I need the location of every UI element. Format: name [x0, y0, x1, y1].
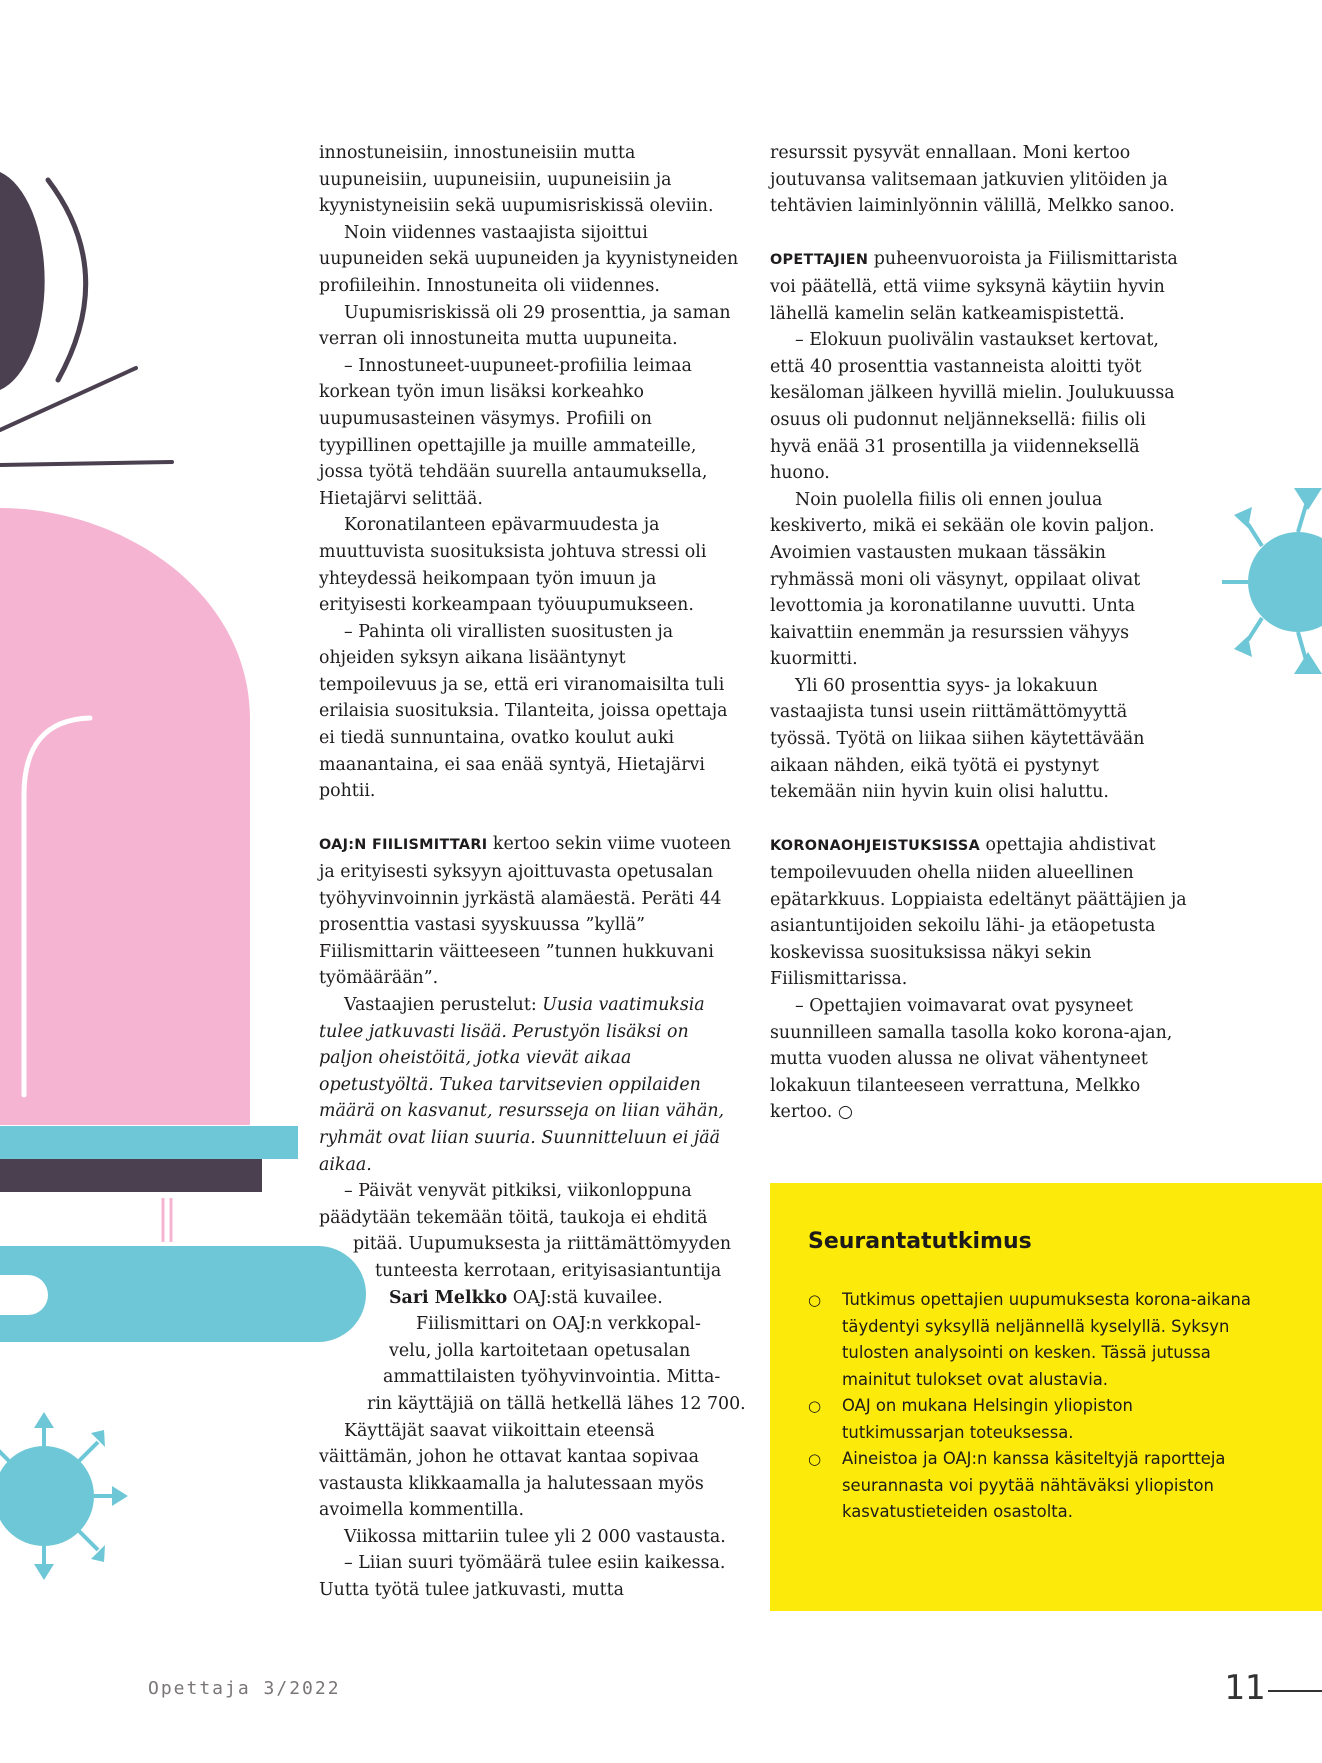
- teal-pill: [0, 1246, 366, 1342]
- paragraph-lead: OAJ:N FIILISMITTARI kertoo sekin viime vuoteen ja erityisesti syksyyn ajoittuvasta opetusalan työhyvinvoinnin jyrkästä alamäestä. Peräti 44 prosenttia vastasi syyskuussa ”kyllä” Fiilismittarin väitteeseen ”tunnen hukkuvani työmäärään”.: [319, 834, 732, 989]
- person-name: Sari Melkko: [389, 1287, 508, 1308]
- page-number: 11: [1224, 1668, 1265, 1708]
- article-column-1: [319, 140, 746, 1604]
- bullet-icon: ○: [808, 1450, 822, 1468]
- paragraph: Uupumisriskissä oli 29 prosenttia, ja saman verran oli innostuneita mutta uupuneita.: [319, 302, 731, 350]
- paragraph: Noin viidennes vastaajista sijoittui uupuneiden sekä uupuneiden ja kyynistyneiden profiileihin. Innostuneita oli viidennes.: [319, 222, 739, 296]
- teal-bar: [0, 1126, 298, 1159]
- dark-bar: [0, 1159, 262, 1192]
- paragraph-lead: KORONAOHJEISTUKSISSA opettajia ahdistivat tempoilevuuden ohella niiden alueellinen epätarkkuus. Loppiaista edeltänyt päättäjien ja asiantuntijoiden sekoilu lähi- ja etäopetusta koskevissa suosituksissa näkyi sekin Fiilismittarissa.: [770, 835, 1187, 990]
- paragraph: resurssit pysyvät ennallaan. Moni kertoo joutuvansa valitsemaan jatkuvien ylitöiden ja tehtävien laiminlyönnin välillä, Melkko sanoo.: [770, 143, 1175, 217]
- paragraph: Vastaajien perustelut: Uusia vaatimuksia tulee jatkuvasti lisää. Perustyön lisäksi on paljon oheistöitä, jotka vievät aikaa opetustyöltä. Tukea tarvitsevien oppilaiden määrä on kasvanut, resursseja on liian vähän, ryhmät ovat liian suuria. Suunnitteluun ei jää aikaa.: [319, 995, 725, 1175]
- eye-arc: [48, 180, 86, 380]
- lead-caps: OPETTAJIEN: [770, 252, 869, 269]
- lead-caps: OAJ:N FIILISMITTARI: [319, 837, 488, 854]
- list-item: ○ OAJ on mukana Helsingin yliopiston tutkimussarjan toteuksessa.: [808, 1393, 1258, 1446]
- pink-dome: [0, 508, 250, 1125]
- paragraph-lead: OPETTAJIEN puheenvuoroista ja Fiilismittarista voi päätellä, että viime syksynä käytiin hyvin lähellä kamelin selän katkeamispistettä.: [770, 249, 1178, 324]
- paragraph: Viikossa mittariin tulee yli 2 000 vastausta.: [344, 1526, 726, 1547]
- sidebar-list: [808, 1287, 1258, 1526]
- paragraph: – Pahinta oli virallisten suositusten ja ohjeiden syksyn aikana lisääntynyt tempoilevuus ja se, että eri viranomaisilta tuli erilaisia suosituksia. Tilanteita, joissa opettaja ei tiedä sunnuntaina, ovatko koulut auki maanantaina, ei saa enää syntyä, Hietajärvi pohtii.: [319, 621, 728, 802]
- bullet-icon: ○: [808, 1291, 822, 1309]
- list-item: ○ Aineistoa ja OAJ:n kanssa käsiteltyjä raportteja seurannasta voi pyytää nähtäväksi yliopiston kasvatustieteiden osastolta.: [808, 1446, 1258, 1526]
- publication-title: Opettaja 3/2022: [148, 1678, 341, 1699]
- paragraph: Koronatilanteen epävarmuudesta ja muuttuvista suosituksista johtuva stressi oli yhteydessä heikompaan työn imuun ja erityisesti korkeampaan työuupumukseen.: [319, 515, 707, 616]
- sidebar-title: Seurantatutkimus: [808, 1229, 1032, 1254]
- paragraph: Noin puolella fiilis oli ennen joulua keskiverto, mikä ei sekään ole kovin paljon. Avoimien vastausten mukaan tässäkin ryhmässä moni oli väsynyt, oppilaat olivat levottomia ja koronatilanne uuvutti. Unta kaivattiin enemmän ja resurssien vähyys kuormitti.: [770, 489, 1155, 670]
- page-rule: [1268, 1690, 1322, 1692]
- paragraph: – Opettajien voimavarat ovat pysyneet suunnilleen samalla tasolla koko korona-ajan, mutta vuoden alussa ne olivat vähentyneet lokakuun tilanteeseen verrattuna, Melkko kertoo. ○: [770, 996, 1173, 1123]
- eye-illustration: [0, 172, 45, 390]
- list-item: ○ Tutkimus opettajien uupumuksesta korona-aikana täydentyi syksyllä neljännellä kyselyllä. Syksyn tulosten analysointi on kesken. Tässä jutussa mainitut tulokset ovat alustavia.: [808, 1287, 1258, 1393]
- bullet-icon: ○: [808, 1397, 822, 1415]
- ray-line: [0, 462, 172, 465]
- paragraph: Käyttäjät saavat viikoittain eteensä väittämän, johon he ottavat kantaa sopivaa vastausta klikkaamalla ja halutessaan myös avoimella kommentilla.: [319, 1420, 704, 1521]
- lead-caps: KORONAOHJEISTUKSISSA: [770, 838, 981, 855]
- paragraph: innostuneisiin, innostuneisiin mutta uupuneisiin, uupuneisiin, uupuneisiin ja kyynistyneisiin sekä uupumisriskissä oleviin.: [319, 143, 714, 217]
- virus-icon: [1222, 488, 1322, 674]
- shaped-paragraph: – Päivät venyvät pitkiksi, viikonloppuna päädytään tekemään töitä, taukoja ei ehditä pitää. Uupumuksesta ja riittämättömyyden tunteesta kerrotaan, erityisasiantuntija Sari Melkko OAJ:stä kuvailee. Fiilismittari on OAJ:n verkkopal- velu, jolla kartoitetaan opetusalan ammattilaisten työhyvinvointia. Mitta- rin käyttäjiä on tällä hetkellä lähes 12 700.: [319, 1181, 746, 1414]
- sidebar-box: [770, 1183, 1322, 1611]
- paragraph: – Liian suuri työmäärä tulee esiin kaikessa. Uutta työtä tulee jatkuvasti, mutta: [319, 1553, 726, 1601]
- article-column-2: [770, 140, 1190, 1126]
- paragraph: – Innostuneet-uupuneet-profiilia leimaa korkean työn imun lisäksi korkeahko uupumusasteinen väsymys. Profiili on tyypillinen opettajille ja muille ammateille, jossa työtä tehdään suurella antaumuksella, Hietajärvi selittää.: [319, 355, 708, 509]
- virus-icon: [0, 1412, 128, 1580]
- paragraph: – Elokuun puolivälin vastaukset kertovat, että 40 prosenttia vastanneista aloitti työt kesäloman jälkeen hyvillä mielin. Joulukuussa osuus oli pudonnut neljänneksellä: fiilis oli hyvä enää 31 prosentilla ja viidenneksellä huono.: [770, 330, 1175, 484]
- ray-line: [0, 368, 136, 430]
- paragraph: Yli 60 prosenttia syys- ja lokakuun vastaajista tunsi usein riittämättömyyttä työssä. Työtä on liikaa siihen käytettävään aikaan nähden, eikä työtä ei pystynyt tekemään niin hyvin kuin olisi haluttu.: [770, 675, 1145, 803]
- quote-italic: Uusia vaatimuksia tulee jatkuvasti lisää. Perustyön lisäksi on paljon oheistöitä, jotka vievät aikaa opetustyöltä. Tukea tarvitsevien oppilaiden määrä on kasvanut, resursseja on liian vähän, ryhmät ovat liian suuria. Suunnitteluun ei jää aikaa.: [319, 995, 725, 1175]
